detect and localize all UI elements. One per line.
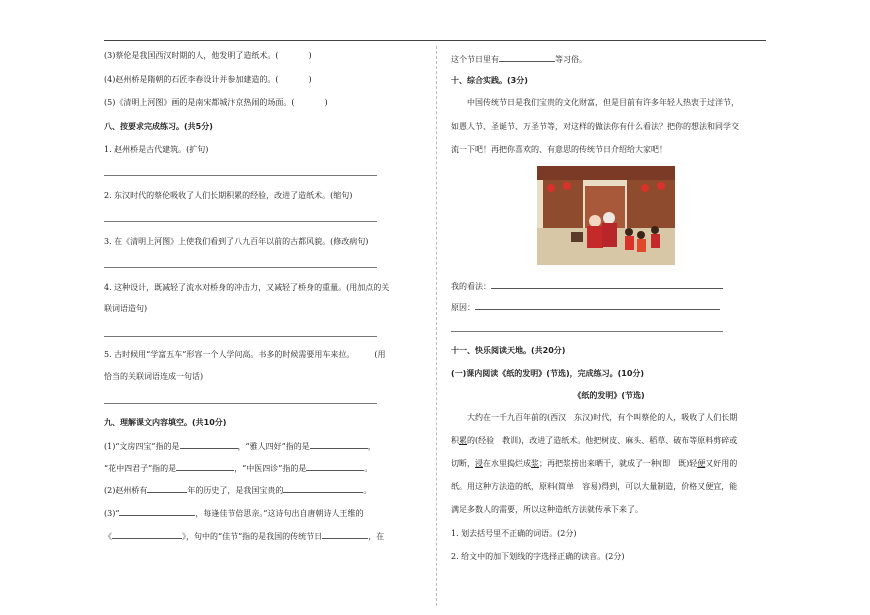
header-rule	[104, 40, 766, 41]
sec9-line-5: 《 》，句中的“佳节”指的是我国的传统节日 ，在	[104, 529, 384, 543]
judge-item-5: (5)《清明上河图》画的是南宋都城汴京热闹的场面。( )	[104, 98, 328, 107]
blank[interactable]	[306, 461, 364, 471]
passage-line: 满足多数人的需要，所以这种造纸方法就传承下来了。	[451, 505, 643, 514]
blank[interactable]	[147, 483, 187, 493]
answer-line[interactable]	[104, 336, 377, 337]
sec8-question-5-cont: 恰当的关联词语连成一句话)	[104, 372, 204, 381]
sec9-line-1: (1)“文房四宝”指的是 ，“雅人四好”指的是 ，	[104, 439, 376, 453]
passage-line: 纸。用这种方法造的纸，原料(简单 容易)得到，可以大量制造，价格又便宜，能	[451, 482, 738, 491]
sec9-line-4: (3)“ ，每逢佳节倍思亲。”这诗句出自唐朝诗人王维的	[104, 506, 364, 520]
sec11-question-1: 1. 划去括号里不正确的词语。(2分)	[451, 529, 577, 538]
blank[interactable]	[176, 461, 234, 471]
festival-illustration	[537, 166, 675, 265]
blank[interactable]	[322, 529, 368, 539]
sec10-paragraph: 如愚人节、圣诞节、万圣节等，对这样的做法你有什么看法？把你的想法和同学交	[451, 122, 739, 131]
sec8-question-1: 1. 赵州桥是古代建筑。(扩句)	[104, 145, 209, 154]
reason-line: 原因：	[451, 300, 720, 314]
section-9-title: 九、理解课文内容填空。(共10分)	[104, 418, 227, 427]
sec11-question-2: 2. 给文中的加下划线的字选择正确的读音。(2分)	[451, 552, 625, 561]
blank[interactable]	[119, 506, 195, 516]
festival-scene-icon	[537, 166, 675, 265]
answer-line[interactable]	[104, 221, 377, 222]
sec8-question-2: 2. 东汉时代的蔡伦吸收了人们长期积累的经验，改进了造纸术。(缩句)	[104, 191, 353, 200]
sec11-subtitle: (一)课内阅读《纸的发明》(节选)，完成练习。(10分)	[451, 369, 645, 378]
blank[interactable]	[180, 439, 238, 449]
blank[interactable]	[499, 52, 555, 62]
sec9-line-3: (2)赵州桥有 年的历史了，是我国宝贵的 。	[104, 483, 371, 497]
blank[interactable]	[491, 279, 723, 289]
passage-title: 《纸的发明》(节选)	[573, 391, 645, 400]
sec8-question-4-cont: 联词语造句)	[104, 304, 148, 313]
sec8-question-5: 5. 古时候用“学富五车”形容一个人学问高。书多的时候需要用车来拉。 (用	[104, 350, 386, 359]
answer-line[interactable]	[104, 175, 377, 176]
blank[interactable]	[310, 439, 368, 449]
sec10-paragraph: 中国传统节日是我们宝贵的文化财富，但是目前有许多年轻人热衷于过洋节，	[467, 98, 739, 107]
column-divider	[436, 46, 437, 606]
my-view-line: 我的看法：	[451, 279, 723, 293]
judge-item-4: (4)赵州桥是隋朝的石匠李春设计并参加建造的。( )	[104, 75, 312, 84]
section-8-title: 八、按要求完成练习。(共5分)	[104, 122, 213, 131]
answer-line[interactable]	[451, 331, 723, 332]
judge-item-3: (3)蔡伦是我国西汉时期的人，他发明了造纸术。( )	[104, 51, 312, 60]
blank[interactable]	[283, 483, 363, 493]
sec10-paragraph: 流一下吧！再把你喜欢的、有意思的传统节日介绍给大家吧！	[451, 145, 667, 154]
festival-customs-line: 这个节日里有 等习俗。	[451, 52, 587, 66]
sec9-line-2: “花中四君子”指的是 ，“中医四诊”指的是 。	[104, 461, 372, 475]
section-11-title: 十一、快乐阅读天地。(共20分)	[451, 346, 566, 355]
blank[interactable]	[475, 300, 720, 310]
blank[interactable]	[112, 529, 182, 539]
answer-line[interactable]	[104, 403, 377, 404]
passage-line: 切断，浸在水里捣烂成浆；再把浆捞出来晒干，就成了一种(即 既)轻便又好用的	[451, 459, 738, 468]
passage-line: 积累的(经验 教训)，改进了造纸术。他把树皮、麻头、稻草、破布等原料剪碎或	[451, 436, 738, 445]
passage-line: 大约在一千九百年前的(西汉 东汉)时代，有个叫蔡伦的人，吸收了人们长期	[467, 413, 738, 422]
answer-line[interactable]	[104, 267, 377, 268]
sec8-question-3: 3. 在《清明上河图》上使我们看到了八九百年以前的古都风貌。(修改病句)	[104, 237, 369, 246]
section-10-title: 十、综合实践。(3分)	[451, 76, 528, 85]
sec8-question-4: 4. 这种设计，既减轻了流水对桥身的冲击力，又减轻了桥身的重量。(用加点的关	[104, 283, 390, 292]
